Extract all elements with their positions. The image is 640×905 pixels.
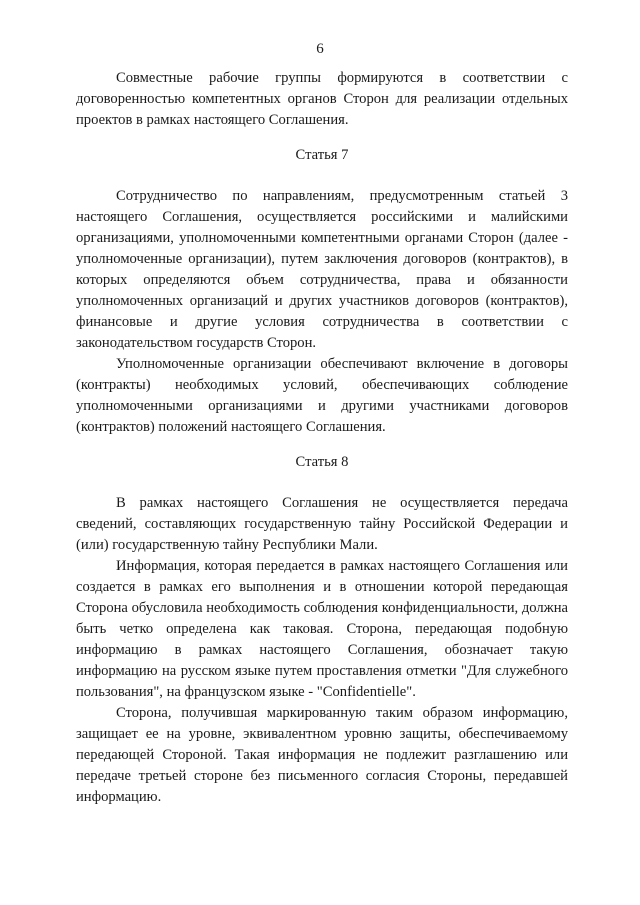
paragraph: В рамках настоящего Соглашения не осуществляется передача сведений, составляющих государственную тайну Российской Федерации и (или) государственную тайну Республики Мали. (76, 495, 568, 553)
paragraph: Информация, которая передается в рамках настоящего Соглашения или создается в рамках его выполнения и в отношении которой передающая Сторона обусловила необходимость соблюдения конфиденциальности, должна быть четко определена как таковая. Сторона, передающая подобную информацию в рамках настоящего Соглашения, обозначает такую информацию на русском языке путем проставления отметки "Для служебного пользования", на французском языке - "Confidentielle". (76, 558, 568, 700)
document-body (76, 68, 568, 808)
article-heading: Статья 8 (295, 454, 349, 470)
paragraph: Сторона, получившая маркированную таким образом информацию, защищает ее на уровне, эквивалентном уровню защиты, обеспечиваемому передающей Стороной. Такая информация не подлежит разглашению или передаче третьей стороне без письменного согласия Стороны, передавшей информацию. (76, 705, 568, 805)
paragraph: Совместные рабочие группы формируются в соответствии с договоренностью компетентных органов Сторон для реализации отдельных проектов в рамках настоящего Соглашения. (76, 70, 568, 128)
page-number: 6 (316, 41, 324, 57)
paragraph: Уполномоченные организации обеспечивают включение в договоры (контракты) необходимых условий, обеспечивающих соблюдение уполномоченными организациями и другими участниками договоров (контрактов) положений настоящего Соглашения. (76, 356, 568, 435)
article-heading: Статья 7 (295, 147, 349, 163)
paragraph: Сотрудничество по направлениям, предусмотренным статьей 3 настоящего Соглашения, осуществляется российскими и малийскими организациями, уполномоченными компетентными органами Сторон (далее - уполномоченные организации), путем заключения договоров (контрактов), в которых определяются объем сотрудничества, права и обязанности уполномоченных организаций и других участников договоров (контрактов), финансовые и другие условия сотрудничества в соответствии с законодательством государств Сторон. (76, 188, 568, 351)
